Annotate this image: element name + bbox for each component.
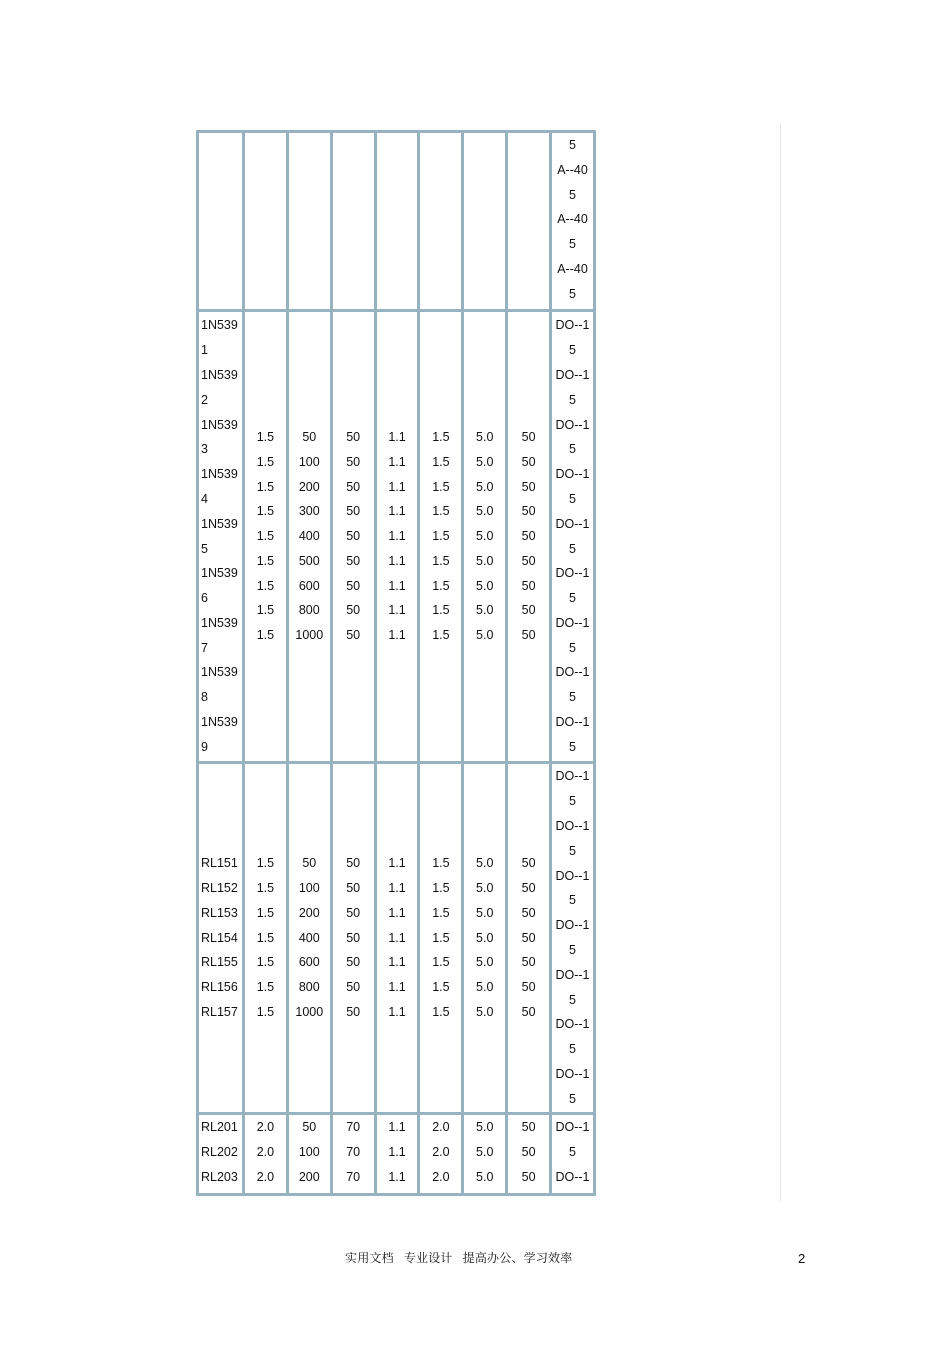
cell-rating-b: 5.0 5.0 5.0 5.0 5.0 5.0 5.0 [464,764,505,1112]
table-row [199,133,593,309]
cell-forward-voltage: 1.1 1.1 1.1 [377,1115,418,1193]
cell-rating-c: 50 50 50 50 50 50 50 50 50 [508,312,549,761]
cell-part-number: RL151 RL152 RL153 RL154 RL155 RL156 RL157 [199,764,242,1112]
cell-forward-voltage: 1.1 1.1 1.1 1.1 1.1 1.1 1.1 [377,764,418,1112]
cell-rating-a: 1.5 1.5 1.5 1.5 1.5 1.5 1.5 1.5 1.5 [420,312,461,761]
cell-rating-c: 50 50 50 [508,1115,549,1193]
cell-current: 1.5 1.5 1.5 1.5 1.5 1.5 1.5 1.5 1.5 [245,312,286,761]
cell-surge [333,133,374,309]
cell-part-number: 1N539 1 1N539 2 1N539 3 1N539 4 1N539 5 1N539 6 1N539 7 1N539 8 1N539 9 [199,312,242,761]
right-margin-rule [780,124,781,1201]
cell-surge: 50 50 50 50 50 50 50 50 50 [333,312,374,761]
diode-spec-table [196,130,596,1196]
cell-voltage: 50 100 200 [289,1115,330,1193]
cell-current: 2.0 2.0 2.0 [245,1115,286,1193]
table-row [199,1115,593,1193]
cell-surge: 70 70 70 [333,1115,374,1193]
cell-rating-b: 5.0 5.0 5.0 5.0 5.0 5.0 5.0 5.0 5.0 [464,312,505,761]
table-row [199,764,593,1112]
cell-part-number: RL201 RL202 RL203 [199,1115,242,1193]
cell-package: 5 A--40 5 A--40 5 A--40 5 [552,133,593,309]
cell-rating-c [508,133,549,309]
cell-package: DO--1 5 DO--1 5 DO--1 5 DO--1 5 DO--1 5 DO--1 5 DO--1 5 DO--1 5 DO--1 5 [552,312,593,761]
table-row [199,312,593,761]
cell-rating-a [420,133,461,309]
cell-voltage: 50 100 200 400 600 800 1000 [289,764,330,1112]
cell-package: DO--1 5 DO--1 5 DO--1 5 DO--1 5 DO--1 5 DO--1 5 DO--1 5 [552,764,593,1112]
cell-current: 1.5 1.5 1.5 1.5 1.5 1.5 1.5 [245,764,286,1112]
cell-rating-b: 5.0 5.0 5.0 [464,1115,505,1193]
cell-surge: 50 50 50 50 50 50 50 [333,764,374,1112]
cell-voltage: 50 100 200 300 400 500 600 800 1000 [289,312,330,761]
cell-forward-voltage: 1.1 1.1 1.1 1.1 1.1 1.1 1.1 1.1 1.1 [377,312,418,761]
cell-rating-c: 50 50 50 50 50 50 50 [508,764,549,1112]
cell-package: DO--1 5 DO--1 [552,1115,593,1193]
cell-voltage [289,133,330,309]
spec-table-frame [196,130,596,1196]
page-number: 2 [798,1251,806,1266]
cell-current [245,133,286,309]
cell-forward-voltage [377,133,418,309]
cell-part-number [199,133,242,309]
footer-text: 实用文档 专业设计 提高办公、学习效率 [345,1251,573,1265]
cell-rating-b [464,133,505,309]
page-footer [0,1249,950,1269]
cell-rating-a: 1.5 1.5 1.5 1.5 1.5 1.5 1.5 [420,764,461,1112]
cell-rating-a: 2.0 2.0 2.0 [420,1115,461,1193]
